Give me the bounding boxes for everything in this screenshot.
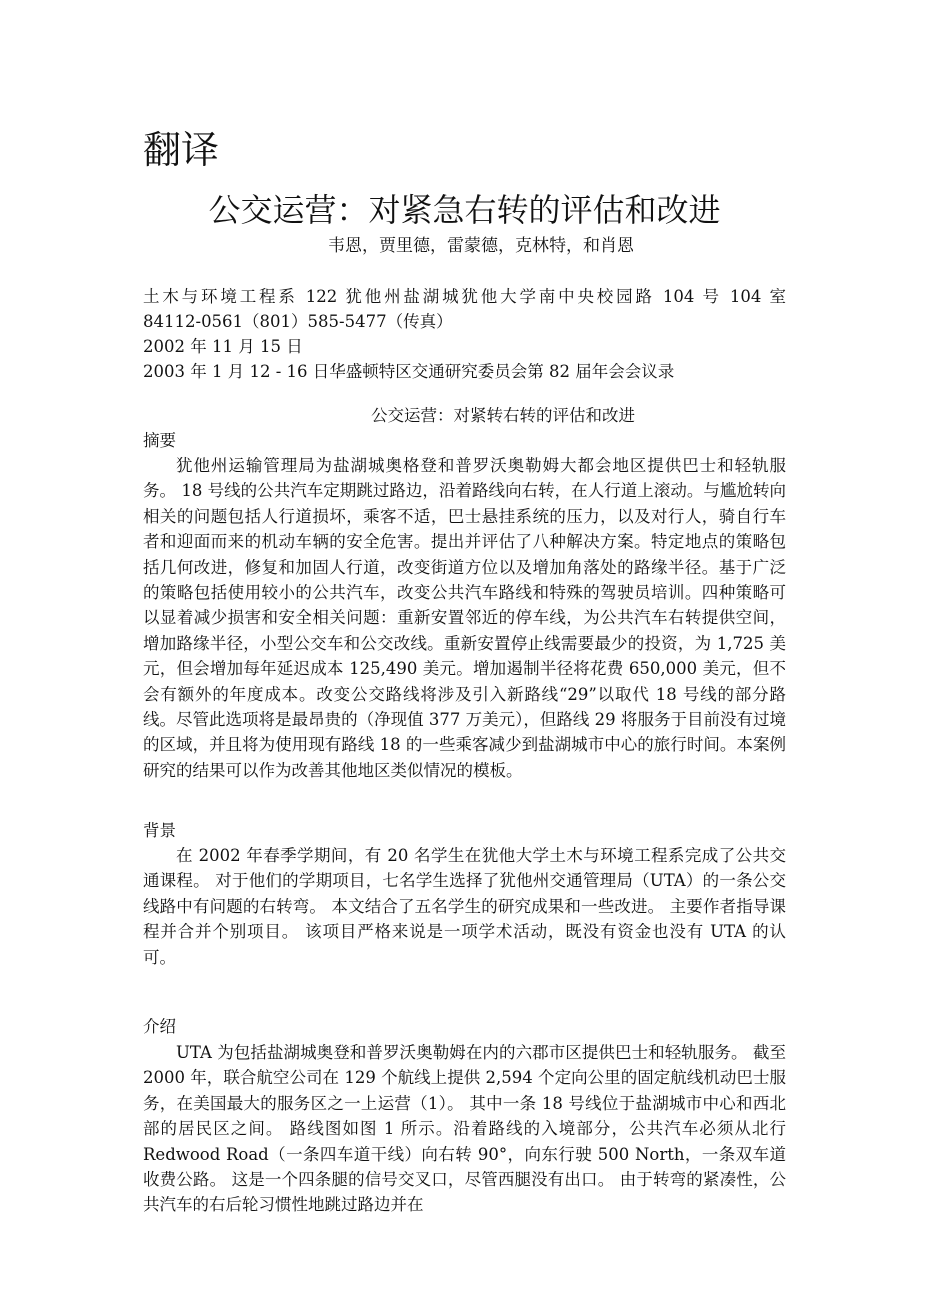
date: 2002 年 11 月 15 日 <box>143 337 303 356</box>
abstract-heading: 摘要 <box>143 431 176 450</box>
authors: 韦恩，贾里德，雷蒙德，克林特，和肖恩 <box>328 236 634 256</box>
affiliation-block <box>143 284 786 384</box>
proceedings: 2003 年 1 月 12 - 16 日华盛顿特区交通研究委员会第 82 届年会会议录 <box>143 362 675 381</box>
intro-heading: 介绍 <box>143 1017 176 1036</box>
heading: 翻译 <box>143 128 220 172</box>
background-heading: 背景 <box>143 821 176 840</box>
section-subtitle: 公交运营：对紧转右转的评估和改进 <box>371 406 635 425</box>
background-paragraph: 在 2002 年春季学期间，有 20 名学生在犹他大学土木与环境工程系完成了公共交通课程。 对于他们的学期项目，七名学生选择了犹他州交通管理局（UTA）的一条公交线路中有问题的右转弯。 本文结合了五名学生的研究成果和一些改进。 主要作者指导课程并合并个别项目。 该项目严格来说是一项学术活动，既没有资金也没有 UTA 的认可。 <box>143 846 786 967</box>
intro-paragraph: UTA 为包括盐湖城奥登和普罗沃奥勒姆在内的六郡市区提供巴士和轻轨服务。 截至 2000 年，联合航空公司在 129 个航线上提供 2,594 个定向公里的固定航线机动巴士服务，在美国最大的服务区之一上运营（1）。 其中一条 18 号线位于盐湖城市中心和西北部的居民区之间。 路线图如图 1 所示。沿着路线的入境部分，公共汽车必须从北行 Redwood Road（一条四车道干线）向右转 90°，向东行驶 500 North，一条双车道收费公路。 这是一个四条腿的信号交叉口，尽管西腿没有出口。 由于转弯的紧凑性，公共汽车的右后轮习惯性地跳过路边并在 <box>143 1043 786 1215</box>
abstract-paragraph: 犹他州运输管理局为盐湖城奥格登和普罗沃奥勒姆大都会地区提供巴士和轻轨服务。 18 号线的公共汽车定期跳过路边，沿着路线向右转，在人行道上滚动。与尴尬转向相关的问题包括人行道损坏，乘客不适，巴士悬挂系统的压力，以及对行人，骑自行车者和迎面而来的机动车辆的安全危害。提出并评估了八种解决方案。特定地点的策略包括几何改进，修复和加固人行道，改变街道方位以及增加角落处的路缘半径。基于广泛的策略包括使用较小的公共汽车，改变公共汽车路线和特殊的驾驶员培训。四种策略可以显着减少损害和安全相关问题：重新安置邻近的停车线，为公共汽车右转提供空间，增加路缘半径，小型公交车和公交改线。重新安置停止线需要最少的投资，为 1,725 美元，但会增加每年延迟成本 125,490 美元。增加遏制半径将花费 650,000 美元，但不会有额外的年度成本。改变公交路线将涉及引入新路线“29”以取代 18 号线的部分路线。尽管此选项将是最昂贵的（净现值 377 万美元），但路线 29 将服务于目前没有过境的区域，并且将为使用现有路线 18 的一些乘客减少到盐湖城市中心的旅行时间。本案例研究的结果可以作为改善其他地区类似情况的模板。 <box>143 456 786 780</box>
affiliation-line-2: 84112-0561（801）585-5477（传真） <box>143 312 453 331</box>
paper-title: 公交运营：对紧急右转的评估和改进 <box>208 191 721 229</box>
affiliation-line-1: 土木与环境工程系 122 犹他州盐湖城犹他大学南中央校园路 104 号 104 室 <box>143 287 786 306</box>
